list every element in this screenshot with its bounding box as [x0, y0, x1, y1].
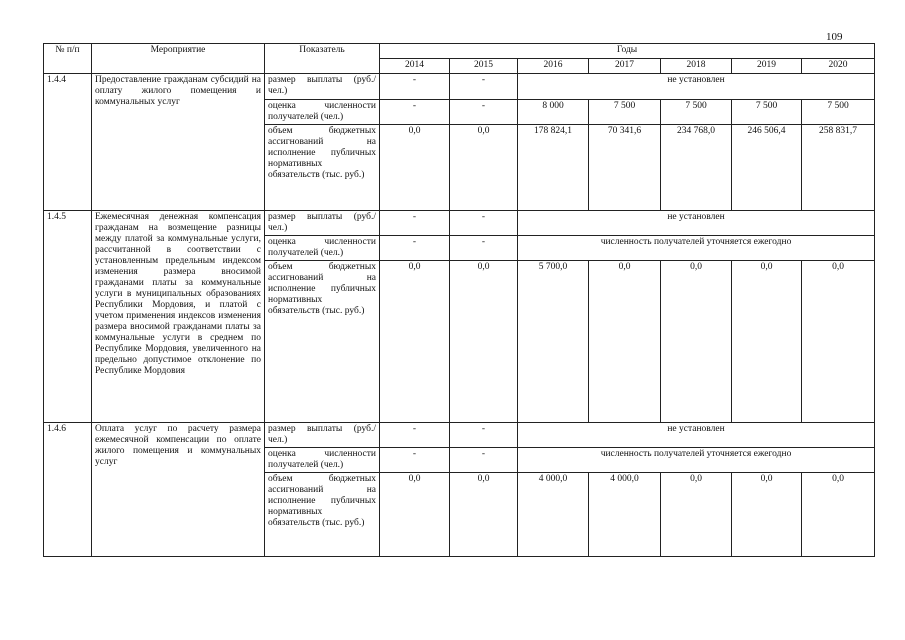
- value-cell: 7 500: [661, 100, 732, 125]
- value-cell: 0,0: [450, 125, 518, 211]
- value-cell: -: [450, 211, 518, 236]
- value-cell: 0,0: [380, 125, 450, 211]
- merged-value-cell: численность получателей уточняется ежегодно: [518, 236, 875, 261]
- value-cell: 234 768,0: [661, 125, 732, 211]
- indicator-name: оценка численности получателей (чел.): [265, 236, 380, 261]
- value-cell: 0,0: [802, 261, 875, 423]
- header-years: Годы: [380, 44, 875, 59]
- value-cell: -: [380, 423, 450, 448]
- event-name: Предоставление гражданам субсидий на оплату жилого помещения и коммунальных услуг: [92, 74, 265, 211]
- row-number: 1.4.6: [44, 423, 92, 557]
- value-cell: 0,0: [380, 261, 450, 423]
- value-cell: 0,0: [661, 261, 732, 423]
- value-cell: -: [450, 423, 518, 448]
- value-cell: -: [380, 74, 450, 100]
- year-cell: 2016: [518, 59, 589, 74]
- table-row: [44, 74, 875, 100]
- value-cell: -: [380, 236, 450, 261]
- program-table: [43, 43, 875, 557]
- value-cell: -: [380, 448, 450, 473]
- header-num: № п/п: [44, 44, 92, 74]
- indicator-name: объем бюджетных ассигнований на исполнение публичных нормативных обязательств (тыс. руб.): [265, 261, 380, 423]
- indicator-name: оценка численности получателей (чел.): [265, 448, 380, 473]
- year-cell: 2014: [380, 59, 450, 74]
- value-cell: 4 000,0: [589, 473, 661, 557]
- event-name: Ежемесячная денежная компенсация гражданам на возмещение разницы между платой за коммунальные услуги, рассчитанной в соответствии с установленным предельным индексом изменения размера вносимой гражданами платы за коммунальные услуги в муниципальных образованиях Республики Мордовия, и платой с учетом применения индексов изменения размера вносимой гражданами платы за коммунальные услуги в среднем по Республике Мордовия, увеличенного на предельно допустимое отклонение по Республике Мордовия: [92, 211, 265, 423]
- indicator-name: объем бюджетных ассигнований на исполнение публичных нормативных обязательств (тыс. руб.): [265, 473, 380, 557]
- row-number: 1.4.4: [44, 74, 92, 211]
- table-row: [44, 423, 875, 448]
- value-cell: 258 831,7: [802, 125, 875, 211]
- event-name: Оплата услуг по расчету размера ежемесячной компенсации по оплате жилого помещения и коммунальных услуг: [92, 423, 265, 557]
- value-cell: 7 500: [802, 100, 875, 125]
- value-cell: -: [450, 74, 518, 100]
- merged-value-cell: не установлен: [518, 211, 875, 236]
- year-cell: 2018: [661, 59, 732, 74]
- value-cell: 178 824,1: [518, 125, 589, 211]
- year-cell: 2019: [732, 59, 802, 74]
- indicator-name: размер выплаты (руб./ чел.): [265, 74, 380, 100]
- value-cell: 0,0: [732, 473, 802, 557]
- year-cell: 2017: [589, 59, 661, 74]
- table-row: [44, 211, 875, 236]
- indicator-name: размер выплаты (руб./ чел.): [265, 423, 380, 448]
- value-cell: -: [450, 448, 518, 473]
- value-cell: -: [380, 211, 450, 236]
- value-cell: 0,0: [450, 473, 518, 557]
- value-cell: 7 500: [732, 100, 802, 125]
- value-cell: 246 506,4: [732, 125, 802, 211]
- header-event: Мероприятие: [92, 44, 265, 74]
- merged-value-cell: численность получателей уточняется ежегодно: [518, 448, 875, 473]
- value-cell: 7 500: [589, 100, 661, 125]
- value-cell: 0,0: [802, 473, 875, 557]
- merged-value-cell: не установлен: [518, 423, 875, 448]
- year-cell: 2020: [802, 59, 875, 74]
- value-cell: 5 700,0: [518, 261, 589, 423]
- value-cell: 8 000: [518, 100, 589, 125]
- header-indicator: Показатель: [265, 44, 380, 74]
- merged-value-cell: не установлен: [518, 74, 875, 100]
- value-cell: 4 000,0: [518, 473, 589, 557]
- value-cell: 70 341,6: [589, 125, 661, 211]
- indicator-name: объем бюджетных ассигнований на исполнение публичных нормативных обязательств (тыс. руб.): [265, 125, 380, 211]
- header-row: [44, 44, 875, 59]
- value-cell: 0,0: [450, 261, 518, 423]
- value-cell: 0,0: [732, 261, 802, 423]
- value-cell: 0,0: [589, 261, 661, 423]
- page-number: 109: [826, 31, 843, 43]
- value-cell: -: [380, 100, 450, 125]
- indicator-name: оценка численности получателей (чел.): [265, 100, 380, 125]
- value-cell: -: [450, 100, 518, 125]
- row-number: 1.4.5: [44, 211, 92, 423]
- value-cell: 0,0: [661, 473, 732, 557]
- year-cell: 2015: [450, 59, 518, 74]
- indicator-name: размер выплаты (руб./ чел.): [265, 211, 380, 236]
- value-cell: 0,0: [380, 473, 450, 557]
- value-cell: -: [450, 236, 518, 261]
